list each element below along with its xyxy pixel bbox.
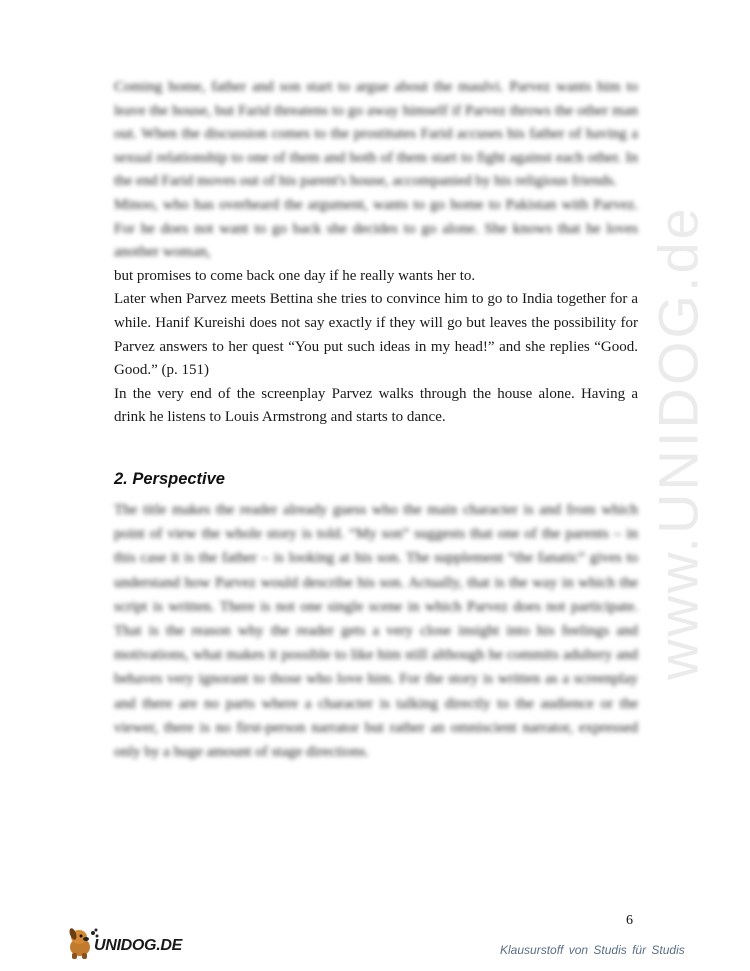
text-block-top: [114, 76, 638, 430]
paragraph-minoo-blurred: Minoo, who has overheard the argument, wants to go home to Pakistan with Parvez. For he does not want to go back she decides to go alone. She knows that he loves another woman,: [114, 196, 638, 261]
paragraph-bettina: Later when Parvez meets Bettina she tries to convince him to go to India together for a while. Hanif Kureishi does not say exactly if they will go but leaves the possibility for Parvez answers to her quest “You put such ideas in my head!” and she replies “Good. Good.” (p. 151): [114, 291, 638, 379]
logo-text: UNIDOG.DE: [94, 937, 182, 954]
paragraph-perspective-blurred: The title makes the reader already guess who the main character is and from which point of view the whole story is told. “My son” suggests that one of the parents – in this case it is the father – is looking at his son. The supplement “the fanatic” gives to understand how Parvez would describe his son. Actually, that is the way in which the script is written. There is not one single scene in which Parvez does not participate. That is the reason why the reader gets a very close insight into his feelings and motivations, what makes it possible to like him still although he commits adultery and behaves very ignorant to those who love him. For the story is written as a screenplay and there are no parts where a character is talking directly to the audience or the viewer, there is no first-person narrator but rather an omniscient narrator, expressed only by a huge amount of stage directions.: [114, 502, 638, 761]
watermark-url: www.UNIDOG.de: [646, 205, 710, 680]
section-heading-perspective: 2. Perspective: [114, 470, 225, 488]
page-number: 6: [626, 913, 633, 928]
paragraph-ending: In the very end of the screenplay Parvez walks through the house alone. Having a drink he listens to Louis Armstrong and starts to dance.: [114, 385, 638, 426]
paragraph-argument-blurred: Coming home, father and son start to argue about the maulvi. Parvez wants him to leave the house, but Farid threatens to go away himself if Parvez throws the other man out. When the discussion comes to the prostitutes Farid accuses his father of having a sexual relationship to one of them and both of them start to fight against each other. In the end Farid moves out of his parent's house, accompanied by his religious friends.: [114, 79, 638, 190]
text-block-perspective: [114, 498, 638, 764]
footer-tagline: Klausurstoff von Studis für Studis: [500, 943, 685, 957]
paragraph-minoo-clear-line: but promises to come back one day if he really wants her to.: [114, 267, 476, 284]
unidog-logo[interactable]: [66, 925, 196, 965]
